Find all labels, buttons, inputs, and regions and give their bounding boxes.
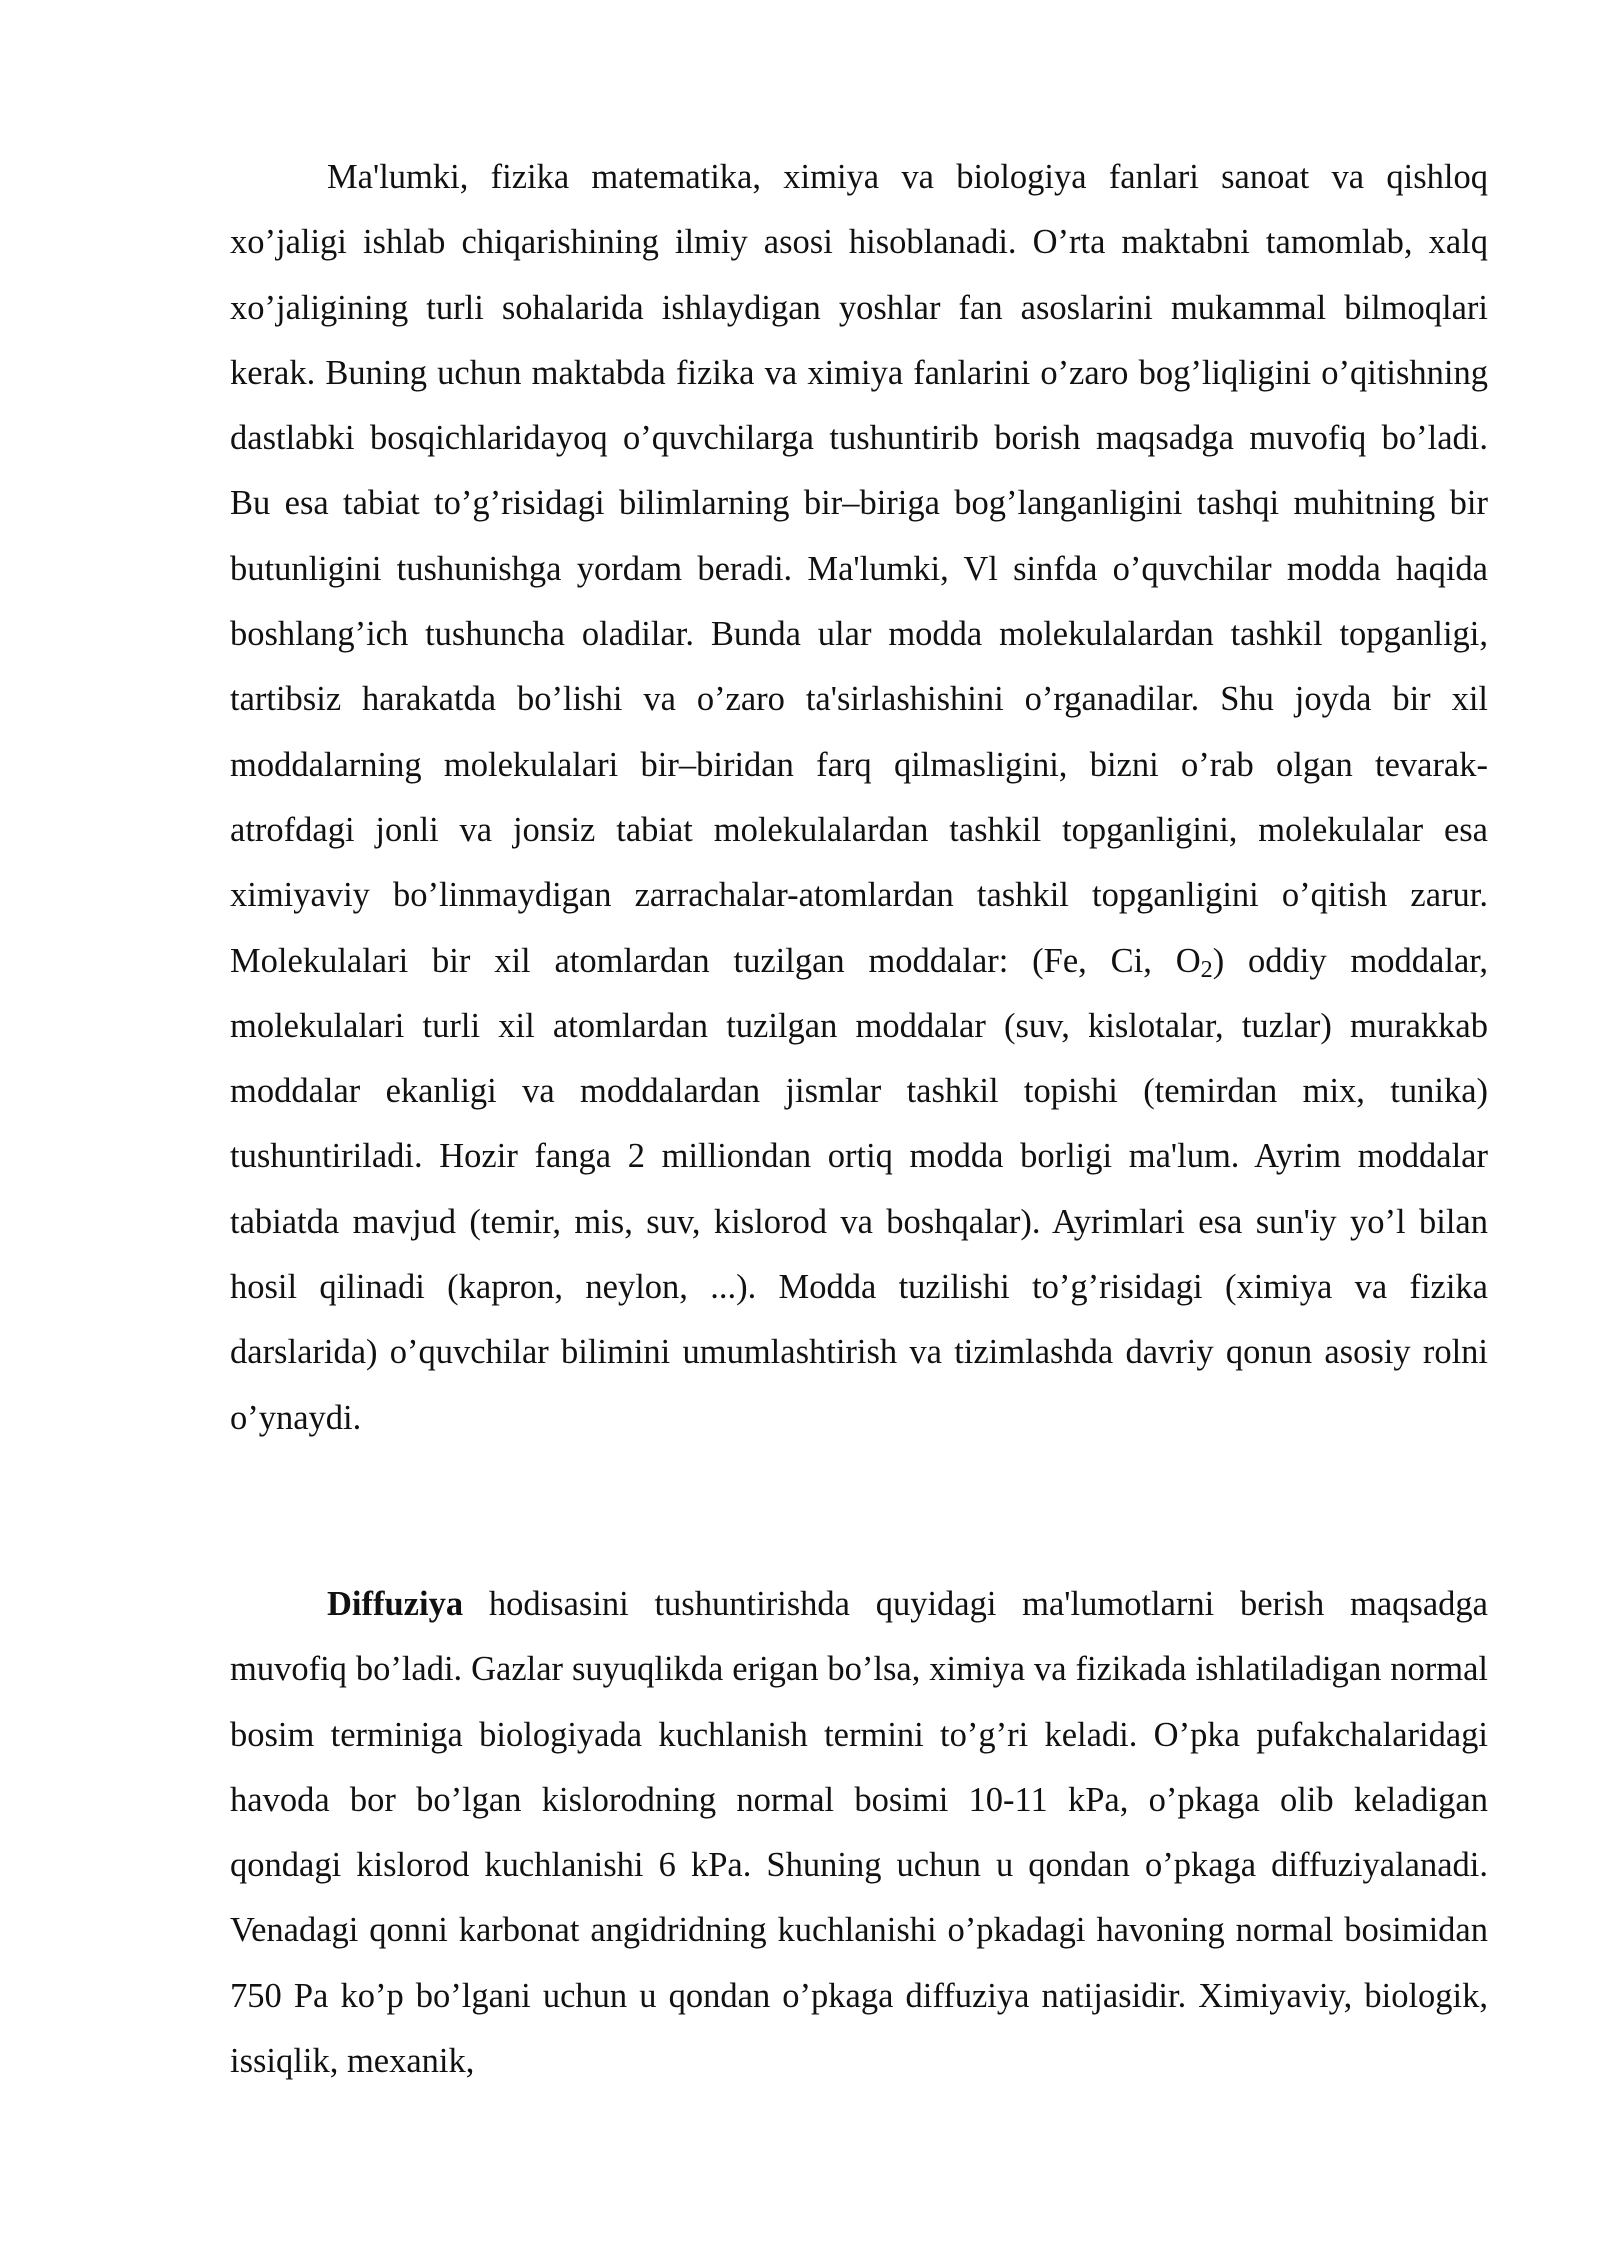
paragraph-1 [230,145,1488,1451]
paragraph-2-text: hodisasini tushuntirishda quyidagi ma'lumotlarni berish maqsadga muvofiq bo’ladi. Gazlar suyuqlikda erigan bo’lsa, ximiya va fizikada ishlatiladigan normal bosim terminiga biologiyada kuchlanish termini to’g’ri keladi. O’pka pufakchalaridagi havoda bor bo’lgan kislorodning normal bosimi 10-11 kPa, o’pkaga olib keladigan qondagi kislorod kuchlanishi 6 kPa. Shuning uchun u qondan o’pkaga diffuziyalanadi. Venadagi qonni karbonat angidridning kuchlanishi o’pkadagi havoning normal bosimidan 750 Pa ko’p bo’lgani uchun u qondan o’pkaga diffuziya natijasidir. Ximiyaviy, biologik, issiqlik, mexanik, [230,1585,1488,2081]
oxygen-subscript: 2 [1200,955,1213,983]
paragraph-1-container [230,145,1488,1451]
paragraph-1-text-after-formula: ) oddiy moddalar, molekulalari turli xil atomlardan tuzilgan moddalar (suv, kislotalar, tuzlar) murakkab moddalar ekanligi va moddalardan jismlar tashkil topishi (temirdan mix, tunika) tushuntiriladi. Hozir fanga 2 milliondan ortiq modda borligi ma'lum. Ayrim moddalar tabiatda mavjud (temir, mis, suv, kislorod va boshqalar). Ayrimlari esa sun'iy yo’l bilan hosil qilinadi (kapron, neylon, ...). Modda tuzilishi to’g’risidagi (ximiya va fizika darslarida) o’quvchilar bilimini umumlashtirish va tizimlashda davriy qonun asosiy rolni o’ynaydi. [230,941,1488,1437]
paragraph-1-text-before-formula: Ma'lumki, fizika matematika, ximiya va biologiya fanlari sanoat va qishloq xo’jaligi ishlab chiqarishining ilmiy asosi hisoblanadi. O’rta maktabni tamomlab, xalq xo’jaligining turli sohalarida ishlaydigan yoshlar fan asoslarini mukammal bilmoqlari kerak. Buning uchun maktabda fizika va ximiya fanlarini o’zaro bog’liqligini o’qitishning dastlabki bosqichlaridayoq o’quvchilarga tushuntirib borish maqsadga muvofiq bo’ladi. Bu esa tabiat to’g’risidagi bilimlarning bir–biriga bog’langanligini tashqi muhitning bir butunligini tushunishga yordam beradi. Ma'lumki, Vl sinfda o’quvchilar modda haqida boshlang’ich tushuncha oladilar. Bunda ular modda molekulalardan tashkil topganligi, tartibsiz harakatda bo’lishi va o’zaro ta'sirlashishini o’rganadilar. Shu joyda bir xil moddalarning molekulalari bir–biridan farq qilmasligini, bizni o’rab olgan tevarak-atrofdagi jonli va jonsiz tabiat molekulalardan tashkil topganligini, molekulalar esa ximiyaviy bo’linmaydigan zarrachalar-atomlardan tashkil topganligini o’qitish zarur. Molekulalari bir xil atomlardan tuzilgan moddalar: (Fe, Ci, O [230,158,1488,980]
diffusion-term: Diffuziya [327,1585,464,1623]
paragraph-2 [230,1572,1488,2094]
paragraph-2-container [230,1572,1488,2094]
